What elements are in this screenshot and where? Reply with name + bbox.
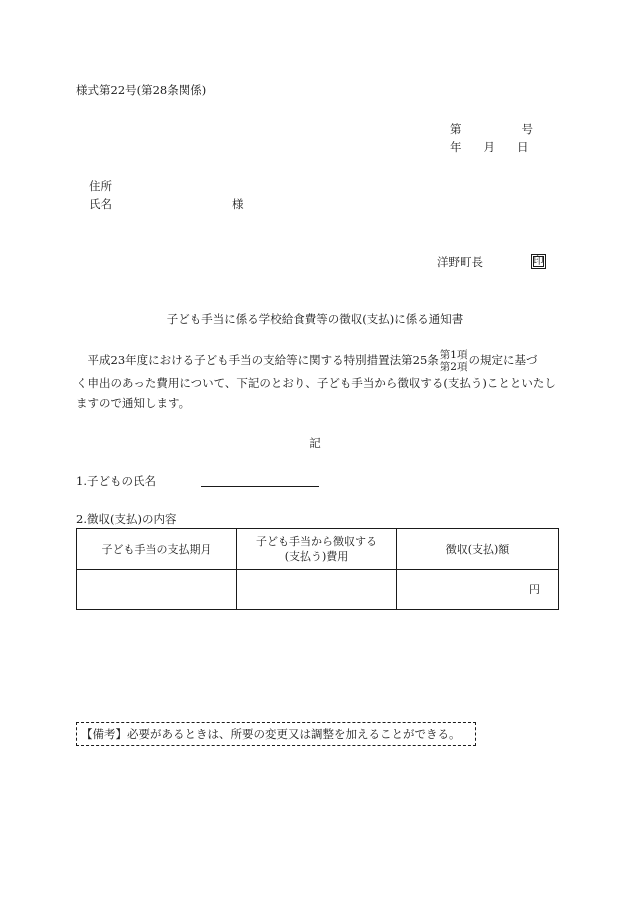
collection-details-table — [76, 528, 559, 610]
recipient-address-label: 住所 — [89, 179, 112, 193]
body-part-1: 平成23年度における子ども手当の支給等に関する特別措置法第25条 — [87, 353, 439, 367]
child-name-blank-field[interactable] — [201, 486, 319, 487]
header-amount: 徴収(支払)額 — [397, 529, 559, 570]
cell-cost[interactable] — [237, 570, 397, 610]
date-month: 月 — [483, 140, 495, 154]
collection-details-label: 2.徴収(支払)の内容 — [76, 512, 177, 526]
clause-2: 第2項 — [439, 361, 468, 373]
table-row — [77, 570, 559, 610]
body-line-1 — [76, 349, 558, 373]
header-payment-period: 子ども手当の支払期月 — [77, 529, 237, 570]
table-header-row — [77, 529, 559, 570]
date-day: 日 — [517, 140, 529, 154]
recipient-honorific: 様 — [232, 197, 244, 211]
issue-date — [450, 142, 529, 154]
issuer-name: 洋野町長 — [437, 255, 483, 269]
recipient-name-label: 氏名 — [89, 197, 112, 211]
remarks-note: 【備考】必要があるときは、所要の変更又は調整を加えることができる。 — [76, 722, 476, 746]
cell-amount[interactable]: 円 — [397, 570, 559, 610]
header-cost — [237, 529, 397, 570]
child-name-label: 1.子どもの氏名 — [76, 474, 156, 488]
document-number-suffix: 号 — [521, 122, 533, 136]
form-number: 様式第22号(第28条関係) — [76, 83, 207, 97]
body-part-3: く申出のあった費用について、下記のとおり、子ども手当から徴収する(支払う)ことといたしますので通知します。 — [76, 376, 556, 410]
body-part-2: の規定に基づ — [468, 353, 538, 367]
cell-payment-period[interactable] — [77, 570, 237, 610]
clause-1: 第1項 — [439, 349, 468, 361]
ki-heading: 記 — [309, 436, 321, 450]
clause-stack — [440, 349, 468, 373]
document-title: 子ども手当に係る学校給食費等の徴収(支払)に係る通知書 — [166, 312, 464, 326]
seal-stamp: 印 — [531, 254, 546, 269]
header-cost-line-2: (支払う)費用 — [284, 550, 349, 563]
document-number-prefix: 第 — [450, 122, 462, 136]
document-number — [450, 124, 533, 136]
notice-body — [76, 349, 558, 413]
header-cost-line-1: 子ども手当から徴収する — [256, 535, 377, 548]
date-year: 年 — [450, 140, 462, 154]
